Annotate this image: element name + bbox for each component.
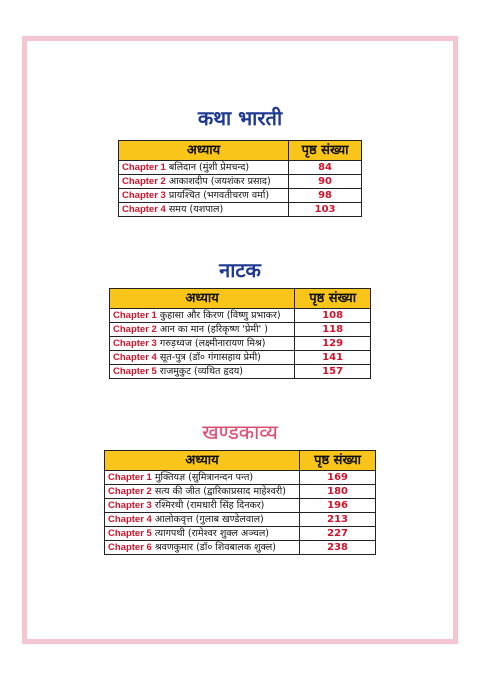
- chapter-cell: [105, 471, 300, 485]
- chapter-cell: [105, 541, 300, 555]
- chapter-label: Chapter 3: [113, 338, 157, 349]
- page-number: 180: [300, 485, 376, 499]
- page-number: 103: [289, 203, 362, 217]
- chapter-name: रश्मिरथी (रामधारी सिंह दिनकर): [154, 500, 265, 511]
- section-title-natak: नाटक: [219, 258, 261, 282]
- chapter-name: आन का मान (हरिकृष्ण 'प्रेमी' ): [159, 324, 268, 335]
- chapter-label: Chapter 5: [113, 366, 157, 377]
- toc-table-natak: [109, 288, 371, 379]
- table-row[interactable]: [105, 471, 376, 485]
- column-header-page: पृष्ठ संख्या: [295, 289, 371, 309]
- toc-table-khandkavya: [104, 450, 376, 555]
- page-number: 196: [300, 499, 376, 513]
- page-number: 213: [300, 513, 376, 527]
- chapter-label: Chapter 5: [108, 528, 152, 539]
- chapter-label: Chapter 1: [108, 472, 152, 483]
- page-number: 227: [300, 527, 376, 541]
- column-header-chapter: अध्याय: [119, 141, 289, 161]
- chapter-name: कुहासा और किरण (विष्णु प्रभाकर): [159, 310, 281, 321]
- page-number: 238: [300, 541, 376, 555]
- chapter-cell: [119, 203, 289, 217]
- page-number: 90: [289, 175, 362, 189]
- chapter-cell: [105, 499, 300, 513]
- chapter-name: मुक्तियज्ञ (सुमित्रानन्दन पन्त): [154, 472, 254, 483]
- page-number: 169: [300, 471, 376, 485]
- chapter-name: सूत-पुत्र (डॉ० गंगासहाय प्रेमी): [159, 352, 261, 363]
- chapter-label: Chapter 1: [122, 162, 166, 173]
- table-row[interactable]: [110, 309, 371, 323]
- chapter-label: Chapter 2: [108, 486, 152, 497]
- chapter-label: Chapter 4: [113, 352, 157, 363]
- chapter-label: Chapter 4: [108, 514, 152, 525]
- chapter-cell: [110, 365, 295, 379]
- table-row[interactable]: [105, 485, 376, 499]
- chapter-name: सत्य की जीत (द्वारिकाप्रसाद माहेश्वरी): [154, 486, 286, 497]
- chapter-name: श्रवणकुमार (डॉ० शिवबालक शुक्ल): [154, 542, 276, 553]
- column-header-chapter: अध्याय: [105, 451, 300, 471]
- table-header-row: [110, 289, 371, 309]
- chapter-label: Chapter 6: [108, 542, 152, 553]
- column-header-page: पृष्ठ संख्या: [300, 451, 376, 471]
- chapter-cell: [119, 189, 289, 203]
- table-header-row: [105, 451, 376, 471]
- chapter-name: आलोकवृत्त (गुलाब खण्डेलवाल): [154, 514, 264, 525]
- table-row[interactable]: [119, 161, 362, 175]
- toc-table-katha-bharati: [118, 140, 362, 217]
- chapter-cell: [119, 161, 289, 175]
- page-number: 141: [295, 351, 371, 365]
- chapter-name: गरुड़ध्वज (लक्ष्मीनारायण मिश्र): [159, 338, 266, 349]
- chapter-name: आकाशदीप (जयशंकर प्रसाद): [168, 176, 271, 187]
- table-row[interactable]: [119, 175, 362, 189]
- chapter-label: Chapter 2: [113, 324, 157, 335]
- column-header-page: पृष्ठ संख्या: [289, 141, 362, 161]
- chapter-cell: [105, 485, 300, 499]
- chapter-cell: [110, 351, 295, 365]
- page-number: 84: [289, 161, 362, 175]
- table-row[interactable]: [105, 527, 376, 541]
- column-header-chapter: अध्याय: [110, 289, 295, 309]
- page-number: 118: [295, 323, 371, 337]
- chapter-label: Chapter 2: [122, 176, 166, 187]
- chapter-label: Chapter 3: [122, 190, 166, 201]
- table-row[interactable]: [110, 323, 371, 337]
- chapter-cell: [110, 337, 295, 351]
- chapter-label: Chapter 1: [113, 310, 157, 321]
- page-number: 157: [295, 365, 371, 379]
- chapter-label: Chapter 4: [122, 204, 166, 215]
- table-row[interactable]: [105, 513, 376, 527]
- chapter-name: बलिदान (मुंशी प्रेमचन्द): [168, 162, 250, 173]
- chapter-name: राजमुकुट (व्यथित हृदय): [159, 366, 243, 377]
- table-row[interactable]: [110, 337, 371, 351]
- page-number: 98: [289, 189, 362, 203]
- table-row[interactable]: [110, 351, 371, 365]
- table-row[interactable]: [110, 365, 371, 379]
- page-number: 129: [295, 337, 371, 351]
- table-row[interactable]: [119, 203, 362, 217]
- section-title-katha-bharati: कथा भारती: [197, 106, 283, 130]
- chapter-name: प्रायश्चित (भगवतीचरण वर्मा): [168, 190, 270, 201]
- chapter-label: Chapter 3: [108, 500, 152, 511]
- table-header-row: [119, 141, 362, 161]
- table-row[interactable]: [119, 189, 362, 203]
- chapter-cell: [110, 309, 295, 323]
- chapter-name: समय (यशपाल): [168, 204, 224, 215]
- table-row[interactable]: [105, 499, 376, 513]
- chapter-name: त्यागपथी (रामेश्वर शुक्ल अञ्चल): [154, 528, 270, 539]
- chapter-cell: [119, 175, 289, 189]
- chapter-cell: [105, 513, 300, 527]
- page-number: 108: [295, 309, 371, 323]
- chapter-cell: [105, 527, 300, 541]
- section-title-khandkavya: खण्डकाव्य: [202, 420, 278, 444]
- chapter-cell: [110, 323, 295, 337]
- table-row[interactable]: [105, 541, 376, 555]
